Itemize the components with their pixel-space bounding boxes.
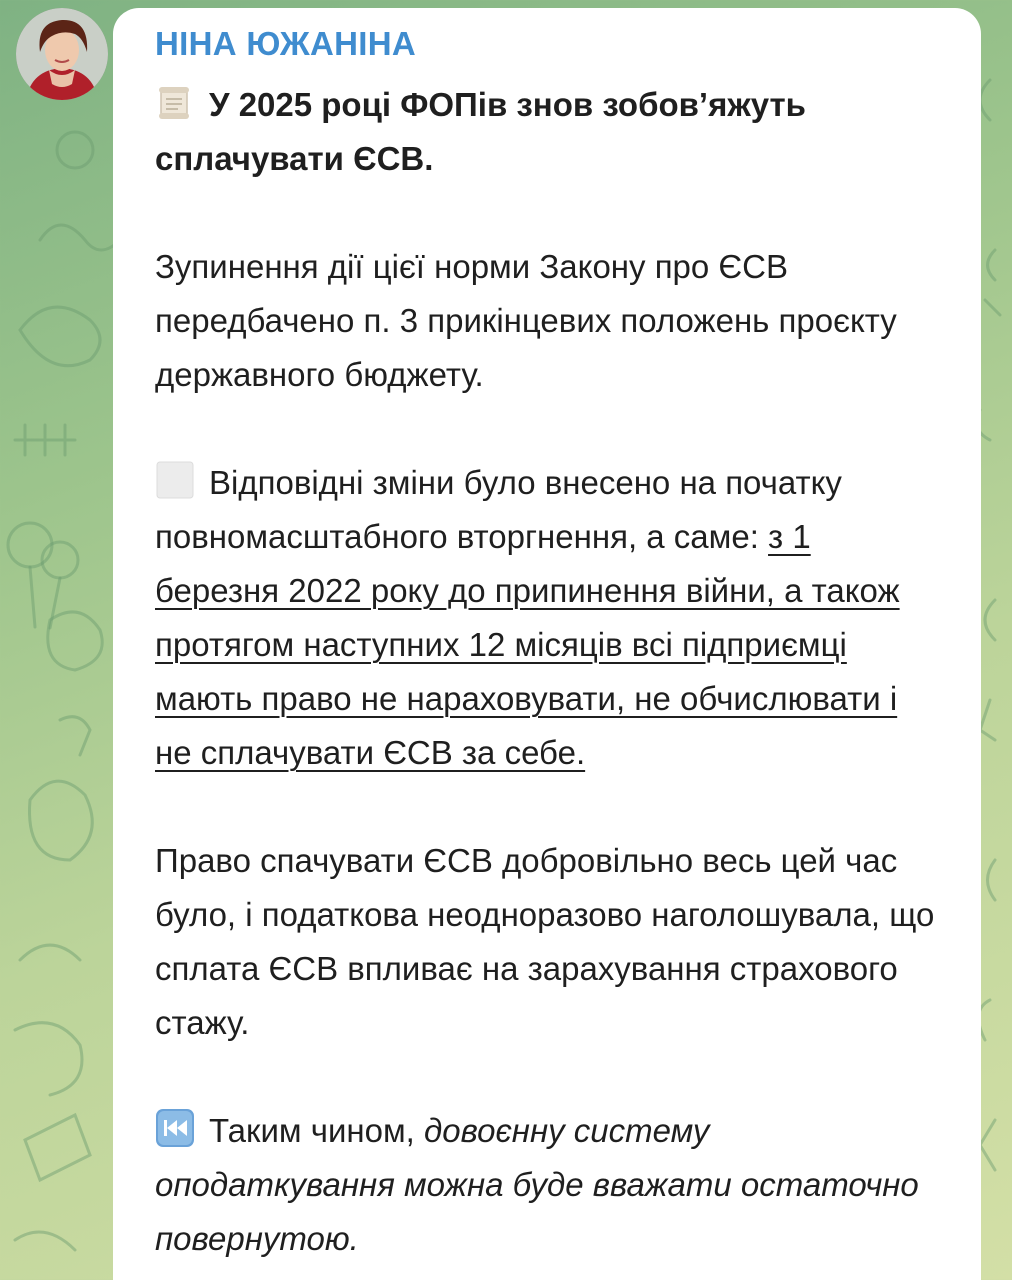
scroll-icon	[155, 82, 195, 122]
paragraph-changes	[155, 456, 941, 780]
headline-text: У 2025 році ФОПів знов зобов’яжуть сплачувати ЄСВ.	[155, 86, 806, 177]
paragraph-law-suspension: Зупинення дії цієї норми Закону про ЄСВ передбачено п. 3 прикінцевих положень проєкту державного бюджету.	[155, 248, 897, 393]
changes-underlined-text: з 1 березня 2022 року до припинення війни, а також протягом наступних 12 місяців всі підприємці мають право не нараховувати, не обчислювати і не сплачувати ЄСВ за себе.	[155, 518, 900, 771]
sender-avatar[interactable]	[16, 8, 108, 100]
message-bubble[interactable]	[113, 8, 981, 1280]
avatar-portrait-icon	[16, 8, 108, 100]
paragraph-voluntary-payment: Право спачувати ЄСВ добровільно весь цей час було, і податкова неодноразово наголошувала, що сплата ЄСВ впливає на зарахування страхового стажу.	[155, 842, 935, 1041]
message-text	[155, 78, 941, 1266]
conclusion-italic-text: довоєнну систему оподаткування можна буде вважати остаточно повернутою.	[155, 1112, 919, 1257]
conclusion-intro-text: Таким чином,	[209, 1112, 415, 1149]
headline	[155, 78, 941, 186]
rewind-button-icon	[155, 1108, 195, 1148]
paragraph-conclusion	[155, 1104, 941, 1266]
changes-intro-text: Відповідні зміни було внесено на початку повномасштабного вторгнення, а саме:	[155, 464, 842, 555]
blank-square-icon	[155, 460, 195, 500]
sender-name[interactable]: НІНА ЮЖАНІНА	[155, 25, 416, 62]
